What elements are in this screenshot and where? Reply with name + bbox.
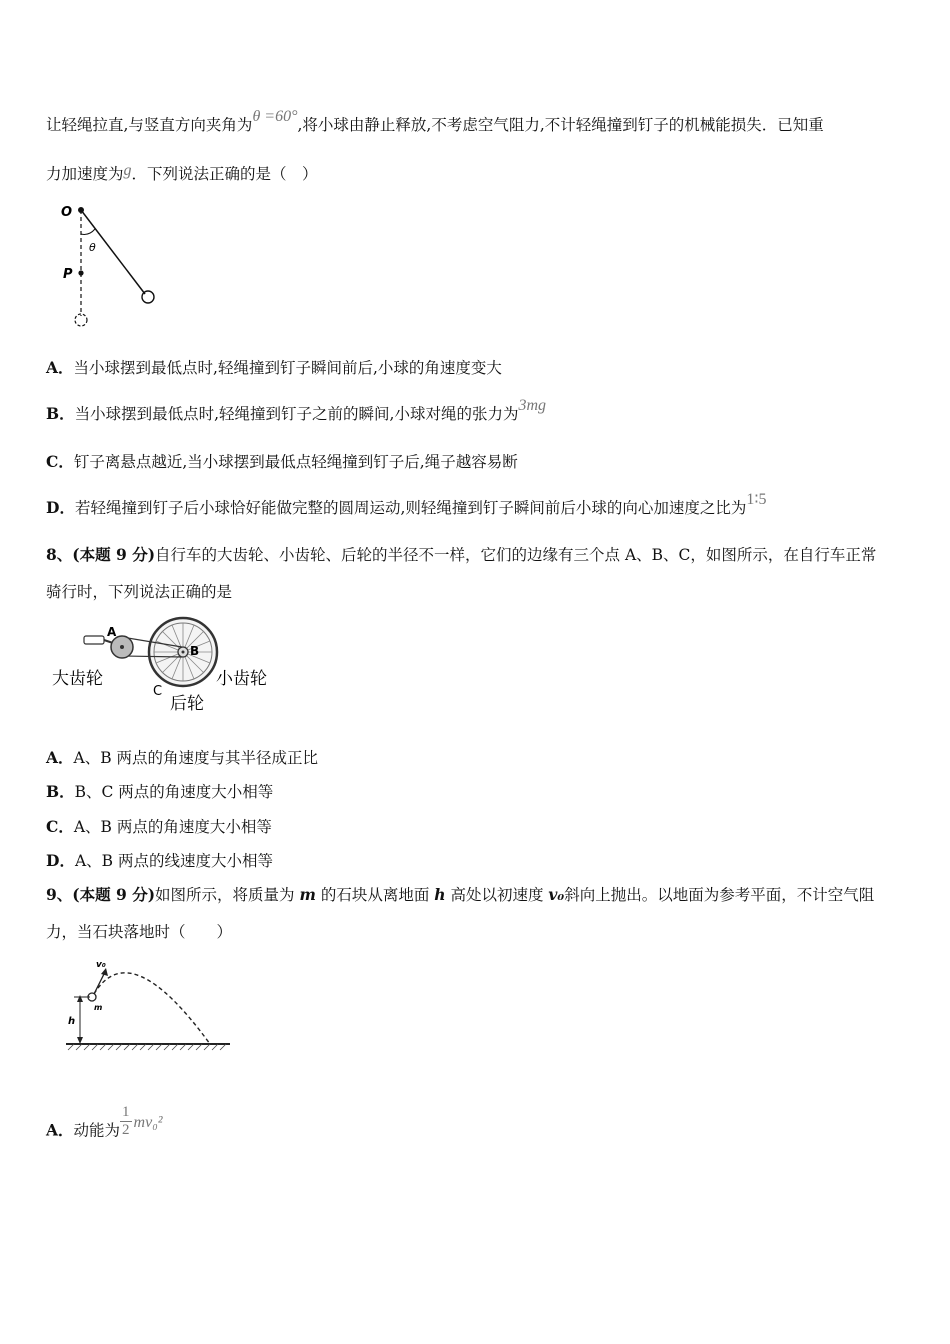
q8-option-c-text: A、B 两点的角速度大小相等 xyxy=(73,818,272,836)
angle-arc xyxy=(81,229,95,234)
q8-option-d-key: D． xyxy=(46,851,75,870)
label-p: P xyxy=(63,267,73,282)
q8-option-c xyxy=(46,817,272,837)
q9-number: 9、 xyxy=(46,885,73,904)
intro-line-1 xyxy=(46,108,824,136)
q8-line1-text: 自行车的大齿轮、小齿轮、后轮的半径不一样，它们的边缘有三个点 A、B、C，如图所示，在自行车正常 xyxy=(155,546,877,564)
big-gear-label: 大齿轮 xyxy=(52,669,103,689)
q9-line-2 xyxy=(46,922,232,942)
q8-option-c-key: C． xyxy=(46,817,74,836)
q7-option-c-text: 钉子离悬点越近,当小球摆到最低点轻绳撞到钉子后,绳子越容易断 xyxy=(73,453,518,471)
label-a: A xyxy=(107,625,117,639)
q8-line2-text: 骑行时，下列说法正确的是 xyxy=(46,583,233,601)
label-h: h xyxy=(68,1016,76,1027)
pendulum-figure xyxy=(55,198,175,333)
q7-option-c-key: C． xyxy=(46,452,74,471)
q9-h: h xyxy=(434,885,446,904)
bicycle-gear-figure xyxy=(50,612,280,717)
nail-point xyxy=(78,270,83,275)
fraction-denominator: 2 xyxy=(122,1122,130,1138)
q9-line2-text: 力，当石块落地时（ ） xyxy=(46,923,233,941)
q8-option-d-text: A、B 两点的线速度大小相等 xyxy=(74,852,273,870)
intro-line-2 xyxy=(46,164,318,185)
q7-option-a xyxy=(46,358,502,378)
pedal-icon xyxy=(84,636,104,644)
q9-option-a-tail: mv₀² xyxy=(133,1113,163,1131)
q9-option-a xyxy=(46,1104,163,1149)
label-v0: v₀ xyxy=(96,960,106,970)
q7-option-d-key: D． xyxy=(46,498,75,517)
q7-option-a-text: 当小球摆到最低点时,轻绳撞到钉子瞬间前后,小球的角速度变大 xyxy=(73,359,502,377)
ball-circle xyxy=(142,291,154,303)
label-c: C xyxy=(153,684,163,699)
q9-line1-b: 的石块从离地面 xyxy=(315,886,435,904)
q9-option-a-text: 动能为 xyxy=(73,1121,121,1140)
q8-number: 8、 xyxy=(46,545,73,564)
g-symbol: g xyxy=(123,162,132,179)
fraction-numerator: 1 xyxy=(122,1104,130,1120)
q9-option-a-key: A． xyxy=(46,1120,74,1140)
q9-line1-a: 如图所示，将质量为 xyxy=(155,886,300,904)
intro-line2-pre: 力加速度为 xyxy=(46,165,124,183)
q7-option-d-math: 1∶5 xyxy=(746,491,767,508)
q8-line-2 xyxy=(46,582,232,602)
intro-line1-pre: 让轻绳拉直,与竖直方向夹角为 xyxy=(46,116,253,134)
q9-line1-c: 高处以初速度 xyxy=(445,886,549,904)
height-arrow-up xyxy=(77,995,83,1002)
q8-option-a xyxy=(46,748,318,768)
q7-option-b-text: 当小球摆到最低点时,轻绳撞到钉子之前的瞬间,小球对绳的张力为 xyxy=(74,405,519,423)
intro-line2-post: ．下列说法正确的是（ ） xyxy=(131,165,318,183)
q9-m: m xyxy=(299,885,316,904)
q8-option-a-key: A． xyxy=(46,748,74,767)
q8-option-b-key: B． xyxy=(46,782,75,801)
label-o: O xyxy=(61,205,73,220)
small-gear-label: 小齿轮 xyxy=(216,669,267,689)
q7-option-c xyxy=(46,452,518,472)
q7-option-b-math: 3mg xyxy=(518,397,547,414)
q9-line-1 xyxy=(46,885,874,905)
q8-option-a-text: A、B 两点的角速度与其半径成正比 xyxy=(73,749,319,767)
q9-score: (本题 9 分) xyxy=(72,885,156,904)
intro-line1-post: ,将小球由静止释放,不考虑空气阻力,不计轻绳撞到钉子的机械能损失．已知重 xyxy=(297,116,824,134)
q8-option-b xyxy=(46,782,273,802)
q7-option-d xyxy=(46,491,767,519)
q7-option-a-key: A． xyxy=(46,358,74,377)
q8-line-1 xyxy=(46,545,876,565)
q9-line1-d: 斜向上抛出。以地面为参考平面，不计空气阻 xyxy=(564,886,875,904)
rear-wheel-label: 后轮 xyxy=(170,694,204,714)
q9-option-a-fraction xyxy=(120,1104,132,1139)
q8-score: (本题 9 分) xyxy=(72,545,156,564)
theta-expression: θ =60° xyxy=(252,108,298,125)
label-b: B xyxy=(190,644,200,658)
q8-option-b-text: B、C 两点的角速度大小相等 xyxy=(74,783,274,801)
big-gear-axle xyxy=(120,645,124,649)
q7-option-d-text: 若轻绳撞到钉子后小球恰好能做完整的圆周运动,则轻绳撞到钉子瞬间前后小球的向心加速度之比为 xyxy=(74,499,747,517)
height-arrow-down xyxy=(77,1037,83,1044)
small-gear-axle xyxy=(182,651,185,654)
label-m: m xyxy=(94,1003,103,1012)
q9-v0: v₀ xyxy=(548,885,565,904)
label-theta: θ xyxy=(89,241,96,254)
q7-option-b-key: B． xyxy=(46,404,75,423)
q7-option-b xyxy=(46,397,547,425)
q8-option-d xyxy=(46,851,273,871)
projectile-figure xyxy=(58,952,238,1057)
trajectory-path xyxy=(94,973,210,1044)
